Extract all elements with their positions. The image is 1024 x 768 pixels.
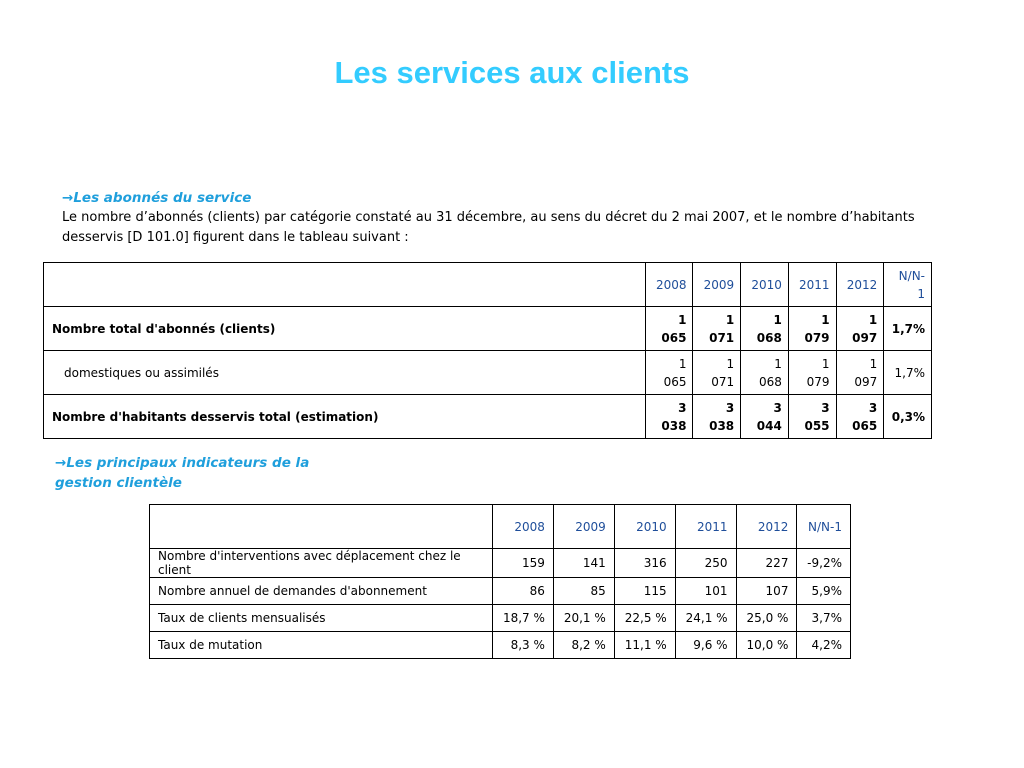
table-indicateurs [149,504,851,659]
table-cell: 8,2 % [553,632,614,659]
table-cell [741,307,789,351]
table-header-cell: 2011 [788,263,836,307]
table-cell: 107 [736,578,797,605]
table-header-cell: 2012 [736,505,797,549]
table-cell-value: 3 038 [709,400,735,433]
section-heading-text: Les abonnés du service [73,190,252,206]
table-cell: 10,0 % [736,632,797,659]
table-row-label: Nombre d'habitants desservis total (estimation) [44,395,646,439]
table-cell-value: 1 065 [663,356,687,389]
table-row [150,549,851,578]
table-cell: 11,1 % [614,632,675,659]
table-cell-value: 1 097 [852,312,878,345]
table-header-cell: 2010 [741,263,789,307]
table-header-cell: 2011 [675,505,736,549]
table-row-label: Taux de clients mensualisés [150,605,493,632]
table-row-label: Nombre d'interventions avec déplacement chez le client [150,549,493,578]
table-header-row [44,263,932,307]
table-cell: 9,6 % [675,632,736,659]
table-header-cell: 2009 [553,505,614,549]
table-header-cell: N/N-1 [797,505,851,549]
table-cell: 250 [675,549,736,578]
table-row-label: domestiques ou assimilés [44,351,646,395]
table-cell [693,395,741,439]
table-cell: 1,7% [884,351,932,395]
table-header-cell: 2010 [614,505,675,549]
table-cell-value: 1 065 [661,312,687,345]
table-cell [741,351,789,395]
table-cell: 3,7% [797,605,851,632]
table-cell: 8,3 % [493,632,554,659]
table-row [150,578,851,605]
page-title: Les services aux clients [334,55,690,90]
table-row-label: Taux de mutation [150,632,493,659]
table-cell-value: 3 038 [661,400,687,433]
table-header-cell-empty [44,263,646,307]
table-header-cell: 2008 [493,505,554,549]
table-abonnes [43,262,932,439]
table-cell [788,395,836,439]
table-header-cell [884,263,932,307]
table-cell: 115 [614,578,675,605]
table-cell-value: 1 079 [804,312,830,345]
table-row [150,632,851,659]
table-header-cell-empty [150,505,493,549]
table-cell: 20,1 % [553,605,614,632]
section-heading-text: Les principaux indicateurs de la gestion clientèle [55,455,310,491]
table-header-cell: 2009 [693,263,741,307]
table-cell: 85 [553,578,614,605]
table-header-text: N/N-1 [898,268,925,301]
table-header-row [150,505,851,549]
table-cell [645,351,693,395]
table-header-cell: 2012 [836,263,884,307]
table-cell: 0,3% [884,395,932,439]
table-cell [836,351,884,395]
table-cell-value: 3 065 [852,400,878,433]
table-cell: 4,2% [797,632,851,659]
table-cell-value: 1 079 [806,356,830,389]
arrow-right-icon: → [62,190,74,206]
table-cell [693,351,741,395]
table-header-cell: 2008 [645,263,693,307]
table-cell: 86 [493,578,554,605]
table-row [44,307,932,351]
table-cell: -9,2% [797,549,851,578]
table-cell [645,307,693,351]
section-heading-indicateurs [55,453,315,493]
table-cell: 5,9% [797,578,851,605]
table-cell [693,307,741,351]
table-cell: 24,1 % [675,605,736,632]
section-heading-abonnes [62,188,251,208]
table-row-label: Nombre annuel de demandes d'abonnement [150,578,493,605]
table-cell-value: 3 055 [804,400,830,433]
table-row [44,395,932,439]
table-row [150,605,851,632]
table-cell-value: 1 097 [854,356,878,389]
table-cell [788,307,836,351]
table-cell-value: 1 071 [711,356,735,389]
table-cell [741,395,789,439]
table-row-label: Nombre total d'abonnés (clients) [44,307,646,351]
table-cell: 1,7% [884,307,932,351]
table-row [44,351,932,395]
table-cell [645,395,693,439]
table-cell [836,307,884,351]
intro-paragraph: Le nombre d’abonnés (clients) par catégorie constaté au 31 décembre, au sens du décret du 2 mai 2007, et le nombre d’habitants desservis [D 101.0] figurent dans le tableau suivant : [62,210,915,245]
arrow-right-icon: → [55,455,67,471]
table-cell-value: 1 071 [709,312,735,345]
table-cell [788,351,836,395]
table-cell: 141 [553,549,614,578]
table-cell [836,395,884,439]
table-cell: 22,5 % [614,605,675,632]
table-cell: 159 [493,549,554,578]
table-cell-value: 1 068 [758,356,782,389]
table-cell-value: 3 044 [756,400,782,433]
table-cell: 25,0 % [736,605,797,632]
table-cell: 18,7 % [493,605,554,632]
table-cell-value: 1 068 [756,312,782,345]
table-cell: 227 [736,549,797,578]
table-cell: 316 [614,549,675,578]
table-cell: 101 [675,578,736,605]
